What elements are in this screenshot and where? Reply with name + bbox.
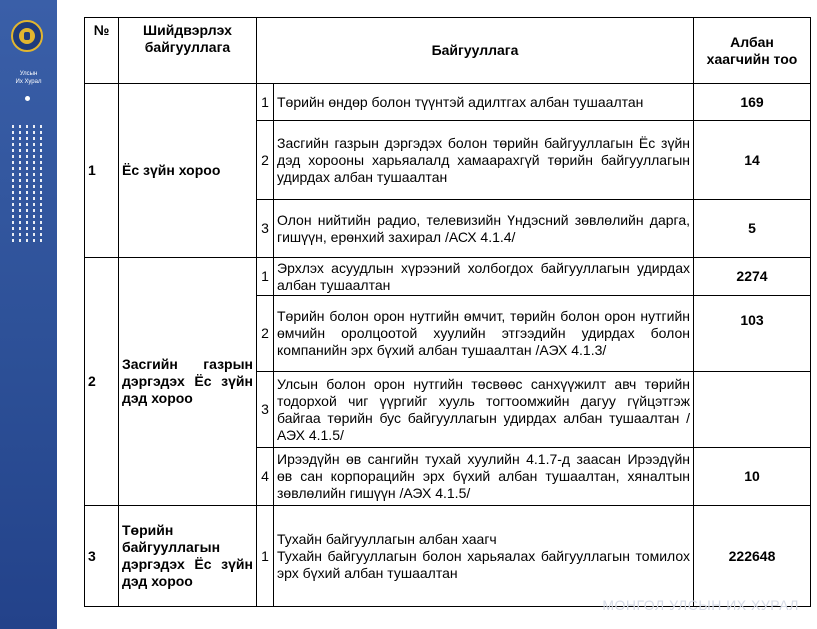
bullet-dot-icon bbox=[25, 96, 30, 101]
organization-description: Ирээдүйн өв сангийн тухай хуулийн 4.1.7-д заасан Ирээдүйн өв сан корпорацийн эрх бүхий албан тушаалтан, хяналтын зөвлөлийн гишүүн /АЭХ 4.1.5/ bbox=[274, 448, 694, 506]
organization-description: Улсын болон орон нутгийн төсвөөс санхүүжилт авч төрийн тодорхой чиг үүргийг хууль тогтоомжийн дагуу гүйцэтгэж байгаа төрийн бус байгууллагын удирдах албан тушаалтан /АЭХ 4.1.5/ bbox=[274, 372, 694, 448]
employee-count: 2274 bbox=[694, 258, 811, 296]
organization-label bbox=[2, 70, 55, 86]
sub-number: 3 bbox=[257, 200, 274, 258]
sub-number: 1 bbox=[257, 84, 274, 121]
table-row bbox=[85, 258, 811, 296]
state-emblem-icon bbox=[11, 20, 43, 52]
sub-number: 2 bbox=[257, 121, 274, 200]
org-label-line2: Их Хурал bbox=[15, 79, 42, 85]
watermark: МОНГОЛ УЛСЫН ИХ ХУРАЛ bbox=[602, 597, 799, 613]
organization-description: Эрхлэх асуудлын хүрээний холбогдох байгууллагын удирдах албан тушаалтан bbox=[274, 258, 694, 296]
employee-count: 5 bbox=[694, 200, 811, 258]
sub-number: 2 bbox=[257, 296, 274, 372]
mongolian-script-decoration bbox=[12, 125, 42, 245]
header-number: № bbox=[85, 18, 119, 84]
org-label-line1: Улсын bbox=[19, 71, 38, 77]
table-row bbox=[85, 506, 811, 607]
employee-count bbox=[694, 372, 811, 448]
organization-description: Төрийн өндөр болон түүнтэй адилтгах албан тушаалтан bbox=[274, 84, 694, 121]
header-organization: Байгууллага bbox=[257, 18, 694, 84]
description-line: Тухайн байгууллагын албан хаагч bbox=[277, 530, 497, 547]
table-row bbox=[85, 84, 811, 121]
group-committee-name: Төрийн байгууллагын дэргэдэх Ёс зүйн дэд хороо bbox=[119, 506, 257, 607]
organization-description: Олон нийтийн радио, телевизийн Үндэсний зөвлөлийн дарга, гишүүн, ерөнхий захирал /АСХ 4.1.4/ bbox=[274, 200, 694, 258]
table-header-row bbox=[85, 18, 811, 84]
sidebar bbox=[0, 0, 57, 629]
sub-number: 1 bbox=[257, 506, 274, 607]
header-employee-count: Албан хаагчийн тоо bbox=[694, 18, 811, 84]
group-committee-name: Ёс зүйн хороо bbox=[119, 84, 257, 258]
sub-number: 4 bbox=[257, 448, 274, 506]
organization-description: Засгийн газрын дэргэдэх болон төрийн байгууллагын Ёс зүйн дэд хорооны харьяалалд хамаарахгүй төрийн байгууллагын удирдах албан тушаалтан bbox=[274, 121, 694, 200]
description-line: Тухайн байгууллагын болон харьяалах байгууллагын томилох эрх бүхий албан тушаалтан bbox=[277, 547, 690, 581]
employee-count: 222648 bbox=[694, 506, 811, 607]
organization-description bbox=[274, 506, 694, 607]
employee-count: 103 bbox=[694, 296, 811, 372]
organization-description: Төрийн болон орон нутгийн өмчит, төрийн болон орон нутгийн өмчийн оролцоотой хуулийн этгээдийн удирдах болон компанийн эрх бүхий албан тушаалтан /АЭХ 4.1.3/ bbox=[274, 296, 694, 372]
group-committee-name: Засгийн газрын дэргэдэх Ёс зүйн дэд хороо bbox=[119, 258, 257, 506]
group-number: 1 bbox=[85, 84, 119, 258]
employee-count: 10 bbox=[694, 448, 811, 506]
employee-count: 169 bbox=[694, 84, 811, 121]
ethics-committee-table bbox=[84, 17, 811, 607]
group-number: 3 bbox=[85, 506, 119, 607]
sub-number: 1 bbox=[257, 258, 274, 296]
sub-number: 3 bbox=[257, 372, 274, 448]
group-number: 2 bbox=[85, 258, 119, 506]
employee-count: 14 bbox=[694, 121, 811, 200]
header-committee: Шийдвэрлэх байгууллага bbox=[119, 18, 257, 84]
